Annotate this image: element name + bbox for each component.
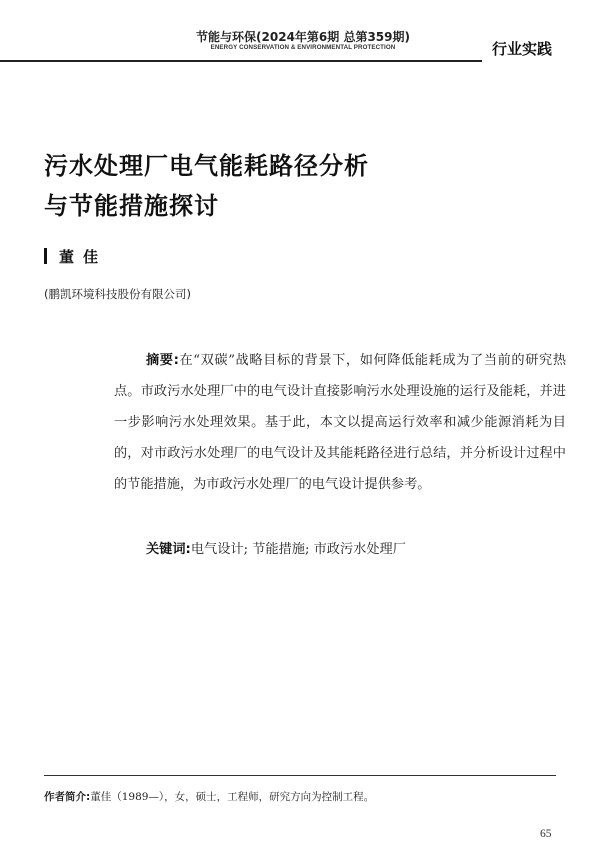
journal-english-name: ENERGY CONSERVATION & ENVIRONMENTAL PROTECTION	[210, 44, 396, 51]
keywords	[146, 538, 406, 557]
title-line-1: 污水处理厂电气能耗路径分析	[44, 152, 369, 180]
abstract-text: 在“双碳”战略目标的背景下，如何降低能耗成为了当前的研究热点。市政污水处理厂中的电气设计直接影响污水处理设施的运行及能耗，并进一步影响污水处理效果。基于此，本文以提高运行效率和减少能源消耗为目的，对市政污水处理厂的电气设计及其能耗路径进行总结，并分析设计过程中的节能措施，为市政污水处理厂的电气设计提供参考。	[114, 353, 567, 492]
journal-issue: (2024年第6期 总第359期)	[256, 30, 410, 44]
journal-title-line	[176, 30, 430, 44]
abstract	[114, 345, 566, 500]
title-line-2: 与节能措施探讨	[44, 192, 219, 220]
journal-name: 节能与环保	[196, 30, 257, 44]
author-bio-note	[44, 789, 374, 804]
author-row	[44, 246, 107, 266]
author-bio-label: 作者简介:	[44, 791, 91, 803]
page-number: 65	[540, 828, 552, 840]
section-label: 行业实践	[492, 40, 553, 58]
footer-divider	[44, 775, 556, 776]
author-affiliation: (鹏凯环境科技股份有限公司)	[44, 287, 191, 301]
article-title	[44, 146, 369, 226]
abstract-label: 摘要:	[146, 353, 179, 368]
journal-masthead	[176, 30, 430, 52]
author-marker-bar	[44, 248, 47, 264]
header-divider	[0, 60, 482, 62]
page-header	[0, 0, 600, 70]
keywords-text: 电气设计; 节能措施; 市政污水处理厂	[190, 542, 406, 557]
keywords-label: 关键词:	[146, 542, 191, 557]
author-name: 董佳	[59, 247, 108, 266]
author-bio-text: 董佳（1989—），女，硕士，工程师，研究方向为控制工程。	[90, 791, 375, 803]
